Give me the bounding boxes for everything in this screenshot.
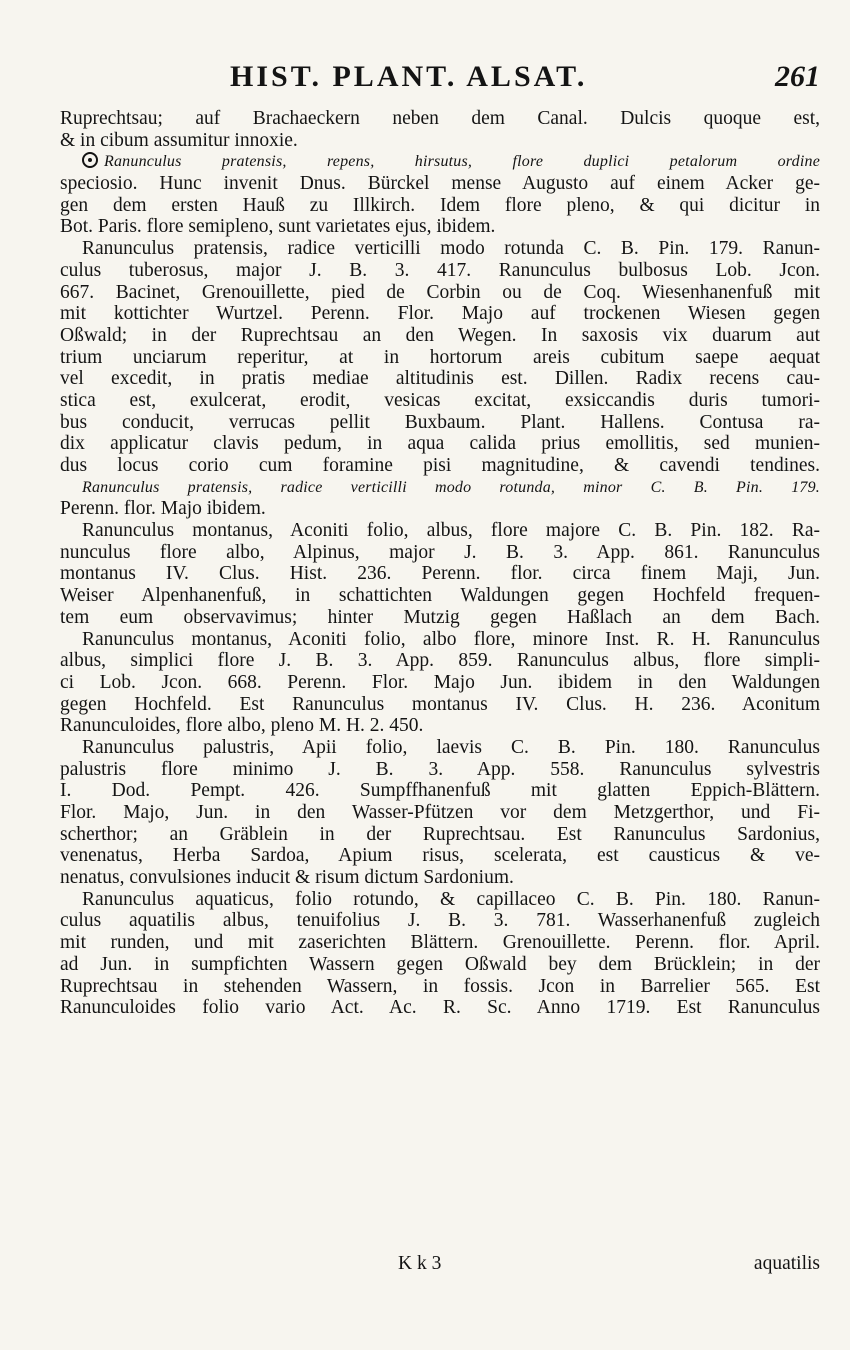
text-line-content: Weiser Alpenhanenfuß, in schattichten Waldungen gegen Hochfeld frequen- [60,585,820,607]
text-line-content: venenatus, Herba Sardoa, Apium risus, scelerata, est causticus & ve- [60,845,820,867]
text-line-content: & in cibum assumitur innoxie. [60,129,298,151]
text-line-content: mit kottichter Wurtzel. Perenn. Flor. Majo auf trockenen Wiesen gegen [60,303,820,325]
text-line-content: dix applicatur clavis pedum, in aqua calida prius emollitis, sed munien- [60,433,820,455]
text-line [60,889,820,911]
text-line [60,932,820,954]
text-line [60,997,820,1019]
text-line-content: vel excedit, in pratis mediae altitudinis est. Dillen. Radix recens cau- [60,368,820,390]
text-line [60,910,820,932]
page-footer [60,1253,820,1279]
catchword: aquatilis [753,1253,820,1274]
perennial-symbol-icon [82,152,98,168]
text-line-content: mit runden, und mit zaserichten Blättern. Grenouillette. Perenn. flor. April. [60,932,820,954]
text-line-content: palustris flore minimo J. B. 3. App. 558. Ranunculus sylvestris [60,758,820,780]
text-line [60,650,820,672]
text-line-content: Bot. Paris. flore semipleno, sunt varietates ejus, ibidem. [60,216,496,238]
text-line [60,238,820,260]
text-line-content: Ranunculus palustris, Apii folio, laevis C. B. Pin. 180. Ranunculus [82,736,820,758]
text-line [60,802,820,824]
text-line [60,824,820,846]
text-line-content: Ranunculus montanus, Aconiti folio, albus, flore majore C. B. Pin. 182. Ra- [82,520,820,542]
text-line-content: Ruprechtsau; auf Brachaeckern neben dem Canal. Dulcis quoque est, [60,108,820,129]
text-line [60,151,820,173]
text-line-content: culus aquatilis albus, tenuifolius J. B. 3. 781. Wasserhanenfuß zugleich [60,910,820,932]
text-line [60,542,820,564]
text-line-content: montanus IV. Clus. Hist. 236. Perenn. flor. circa finem Maji, Jun. [60,563,820,585]
text-line-content: ad Jun. in sumpfichten Wassern gegen Oßwald bey dem Brücklein; in der [60,953,820,975]
text-line-content: gegen Hochfeld. Est Ranunculus montanus IV. Clus. H. 236. Aconitum [60,693,820,715]
text-line [60,954,820,976]
text-line-content: nunculus flore albo, Alpinus, major J. B. 3. App. 861. Ranunculus [60,541,820,563]
text-line [60,780,820,802]
text-line [60,520,820,542]
text-line [60,477,820,499]
text-line-content: gen dem ersten Hauß zu Illkirch. Idem flore pleno, & qui dicitur in [60,194,820,216]
text-line [60,715,820,737]
text-line [60,498,820,520]
text-line [60,195,820,217]
text-line [60,303,820,325]
running-title: HIST. PLANT. ALSAT. [230,60,588,93]
text-line-content: I. Dod. Pempt. 426. Sumpffhanenfuß mit glatten Eppich-Blättern. [60,780,820,802]
text-line [60,260,820,282]
signature-mark: K k 3 [398,1253,442,1274]
text-line-content: ci Lob. Jcon. 668. Perenn. Flor. Majo Jun. ibidem in den Waldungen [60,671,820,693]
text-line [60,282,820,304]
text-line-content: Flor. Majo, Jun. in den Wasser-Pfützen vor dem Metzgerthor, und Fi- [60,802,820,823]
text-line [60,216,820,238]
text-line-content: Ruprechtsau in stehenden Wassern, in fossis. Jcon in Barrelier 565. Est [60,975,820,997]
text-line-content: Ranunculus montanus, Aconiti folio, albo flore, minore Inst. R. H. Ranunculus [82,628,820,650]
text-line-content: 667. Bacinet, Grenouillette, pied de Corbin ou de Coq. Wiesenhanenfuß mit [60,281,820,303]
text-line-content: speciosio. Hunc invenit Dnus. Bürckel mense Augusto auf einem Acker ge- [60,173,820,195]
text-line-content: Ranunculoides, flore albo, pleno M. H. 2. 450. [60,715,424,737]
text-line [60,412,820,434]
text-line-content: Ranunculus pratensis, radice verticilli modo rotunda, minor C. B. Pin. 179. [82,478,820,496]
text-line [60,390,820,412]
text-line [60,672,820,694]
text-line-content: scherthor; an Gräblein in der Ruprechtsau. Est Ranunculus Sardonius, [60,823,820,845]
text-line [60,130,820,152]
text-line [60,108,820,130]
running-header [230,60,820,100]
text-line [60,629,820,651]
text-line [60,845,820,867]
text-line [60,759,820,781]
text-line-content: albus, simplici flore J. B. 3. App. 859. Ranunculus albus, flore simpli- [60,650,820,672]
text-line-content: Ranunculoides folio vario Act. Ac. R. Sc. Anno 1719. Est Ranunculus [60,997,820,1019]
text-line [60,433,820,455]
text-line-content: stica est, exulcerat, erodit, vesicas excitat, exsiccandis duris tumori- [60,389,820,411]
page-number: 261 [775,60,820,93]
text-line-content: Ranunculus pratensis, radice verticilli modo rotunda C. B. Pin. 179. Ranun- [82,238,820,260]
text-line [60,607,820,629]
text-line [60,976,820,998]
text-line-content: Ranunculus aquaticus, folio rotundo, & capillaceo C. B. Pin. 180. Ranun- [82,888,820,910]
text-line [60,347,820,369]
main-text-block [60,108,820,1019]
text-line-content: trium unciarum reperitur, at in hortorum areis cubitum saepe aequat [60,346,820,368]
text-line [60,585,820,607]
text-line-content: tem eum observavimus; hinter Mutzig gegen Haßlach an dem Bach. [60,606,820,628]
text-line-content: bus conducit, verrucas pellit Buxbaum. Plant. Hallens. Contusa ra- [60,411,820,433]
text-line-content: nenatus, convulsiones inducit & risum dictum Sardonium. [60,867,514,889]
text-line [60,368,820,390]
text-line-content: dus locus corio cum foramine pisi magnitudine, & cavendi tendines. [60,455,820,476]
text-line-content: Perenn. flor. Majo ibidem. [60,498,266,520]
text-line [60,325,820,347]
text-line [60,455,820,477]
text-line-content: culus tuberosus, major J. B. 3. 417. Ranunculus bulbosus Lob. Jcon. [60,259,820,281]
text-line [60,694,820,716]
text-line-content: Ranunculus pratensis, repens, hirsutus, flore duplici petalorum ordine [104,153,820,171]
text-line [60,173,820,195]
text-line [60,737,820,759]
text-line [60,563,820,585]
text-line-content: Oßwald; in der Ruprechtsau an den Wegen. In saxosis vix duarum aut [60,324,820,346]
text-line [60,867,820,889]
